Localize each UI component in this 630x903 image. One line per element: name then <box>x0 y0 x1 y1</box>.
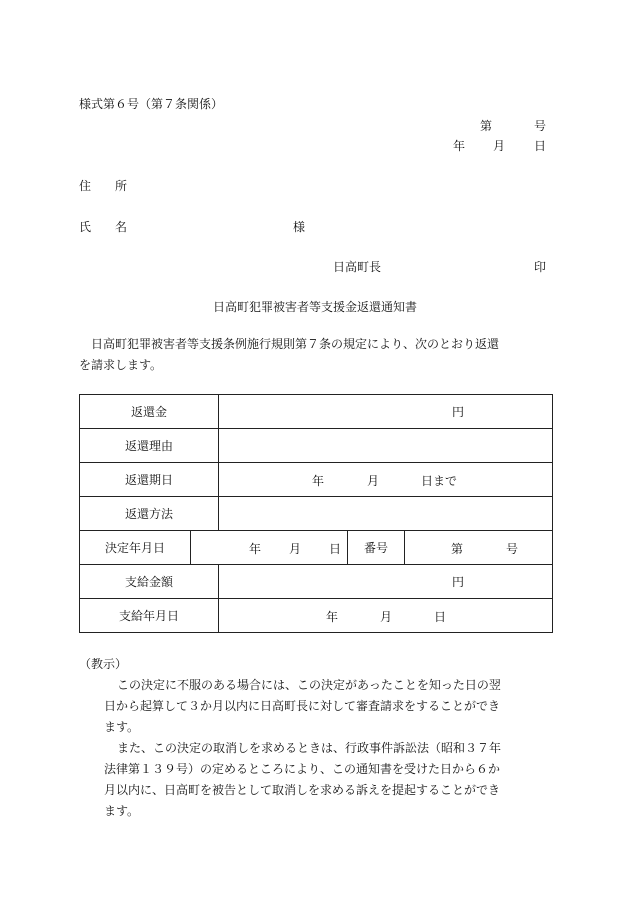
payment-date-label: 支給年月日 <box>80 599 219 633</box>
date-day: 日 <box>534 139 547 153</box>
honorific: 様 <box>293 220 306 234</box>
payment-year: 年 <box>326 610 339 624</box>
deadline-year: 年 <box>312 474 325 488</box>
notice-p1-line-1: この決定に不服のある場合には、この決定があったことを知った日の翌 <box>117 678 501 692</box>
row-refund-amount <box>80 395 553 429</box>
refund-reason-label: 返還理由 <box>80 429 219 463</box>
decision-number-prefix: 第 <box>451 542 464 556</box>
refund-amount-field[interactable] <box>219 395 553 429</box>
decision-month: 月 <box>289 542 302 556</box>
date-year: 年 <box>453 139 466 153</box>
notice-p2-line-2: 法律第１３９号）の定めるところにより、この通知書を受けた日から６か <box>104 762 501 776</box>
payment-day: 日 <box>434 610 447 624</box>
doc-number-suffix: 号 <box>534 119 547 133</box>
payment-amount-field[interactable] <box>219 565 553 599</box>
intro-line-2: を請求します。 <box>79 358 163 372</box>
refund-table <box>79 394 553 633</box>
payment-month: 月 <box>380 610 393 624</box>
row-decision <box>80 531 553 565</box>
address-label: 住 所 <box>79 179 128 193</box>
date-month: 月 <box>493 139 506 153</box>
payment-amount-label: 支給金額 <box>80 565 219 599</box>
refund-amount-label: 返還金 <box>80 395 219 429</box>
notice-p2-line-1: また、この決定の取消しを求めるときは、行政事件訴訟法（昭和３７年 <box>117 741 502 755</box>
row-refund-reason <box>80 429 553 463</box>
decision-day: 日 <box>329 542 342 556</box>
refund-method-field[interactable] <box>219 497 553 531</box>
seal-mark: 印 <box>534 260 547 274</box>
row-refund-method <box>80 497 553 531</box>
decision-year: 年 <box>249 542 262 556</box>
notice-p1-line-3: ます。 <box>104 720 140 734</box>
row-refund-deadline <box>80 463 553 497</box>
name-label: 氏 名 <box>79 220 128 234</box>
intro-line-1: 日高町犯罪被害者等支援条例施行規則第７条の規定により、次のとおり返還 <box>79 337 500 351</box>
refund-reason-field[interactable] <box>219 429 553 463</box>
issuer: 日高町長 <box>333 260 382 274</box>
payment-date-field[interactable] <box>219 599 553 633</box>
deadline-month: 月 <box>367 474 380 488</box>
decision-date-field[interactable] <box>191 531 348 565</box>
decision-number-label: 番号 <box>348 531 405 565</box>
refund-amount-unit: 円 <box>452 405 465 419</box>
notice-p2-line-3: 月以内に、日高町を被告として取消しを求める訴えを提起することができ <box>104 783 501 797</box>
refund-method-label: 返還方法 <box>80 497 219 531</box>
row-payment-date <box>80 599 553 633</box>
notice-heading: （教示） <box>79 657 128 671</box>
refund-deadline-field[interactable] <box>219 463 553 497</box>
doc-number-prefix: 第 <box>480 119 493 133</box>
notice-p2-line-4: ます。 <box>104 804 140 818</box>
refund-deadline-label: 返還期日 <box>80 463 219 497</box>
decision-number-field[interactable] <box>405 531 553 565</box>
form-number: 様式第６号（第７条関係） <box>79 97 224 111</box>
notice-p1-line-2: 日から起算して３か月以内に日高町長に対して審査請求をすることができ <box>104 699 501 713</box>
decision-date-label: 決定年月日 <box>80 531 191 565</box>
deadline-day: 日まで <box>421 474 458 488</box>
decision-number-suffix: 号 <box>506 542 519 556</box>
row-payment-amount <box>80 565 553 599</box>
payment-amount-unit: 円 <box>452 575 465 589</box>
document-title: 日高町犯罪被害者等支援金返還通知書 <box>212 300 417 314</box>
